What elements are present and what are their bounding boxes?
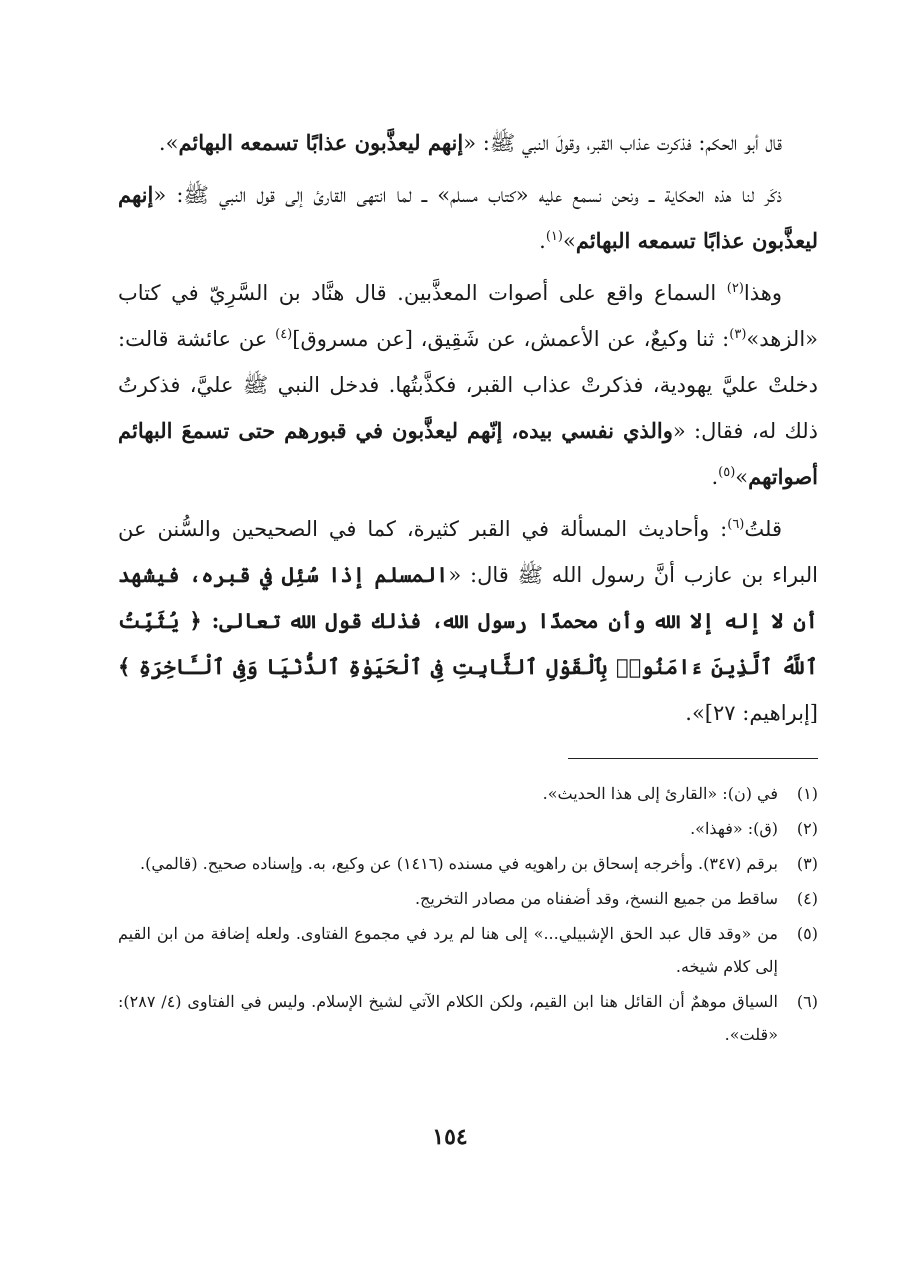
footnote-text: السياق موهمٌ أن القائل هنا ابن القيم، ولكن الكلام الآتي لشيخ الإسلام. وليس في الفتاوى (٤/ ٢٨٧): «قلت». xyxy=(118,992,779,1044)
paragraph-3-text-a: وهذا xyxy=(743,281,782,305)
paragraph-1-end: ». xyxy=(158,131,179,155)
paragraph-3-close: » xyxy=(735,465,749,489)
page-content xyxy=(118,120,818,1053)
footnote-text: من «وقد قال عبد الحق الإشبيلي...» إلى هنا لم يرد في مجموع الفتاوى. ولعله إضافة من ابن القيم إلى كلام شيخه. xyxy=(118,924,779,976)
footnote-ref-3: (٣) xyxy=(729,327,747,342)
hadith-quote-4: المسلم إذا سُئِل في قبره، فيشهد أن لا إله إلا الله وأن محمدًا رسول الله، فذلك قول الله تعالى: ﴿ يُثَبِّتُ ٱللَّهُ ٱلَّذِينَ ءَامَنُوا۟ بِٱلْقَوْلِ ٱلثَّابِتِ فِى ٱلْحَيَوٰةِ ٱلدُّنْيَا وَفِى ٱلْـَٔاخِرَةِ ﴾ xyxy=(118,562,818,679)
paragraph-3-end: . xyxy=(711,465,719,489)
footnote-ref-2: (٢) xyxy=(726,281,744,296)
footnote-5 xyxy=(118,917,818,983)
footnote-number: (٣) xyxy=(796,854,818,873)
footnote-2 xyxy=(118,812,818,845)
footnote-ref-5: (٥) xyxy=(718,465,736,480)
hadith-quote-1: إنهم ليعذَّبون عذابًا تسمعه البهائم xyxy=(178,130,464,155)
footnote-1 xyxy=(118,777,818,810)
page-number: ١٥٤ xyxy=(432,1124,468,1150)
footnote-text: في (ن): «القارئ إلى هذا الحديث». xyxy=(542,784,778,803)
footnote-3 xyxy=(118,847,818,880)
hadith-quote-3: والذي نفسي بيده، إنّهم ليعذَّبون في قبورهم حتى تسمعَ البهائم أصواتهم xyxy=(118,418,818,489)
paragraph-4-text-b: : وأحاديث المسألة في القبر كثيرة، كما في الصحيحين والسُّنن عن البراء بن عازب أنَّ رسول الله ﷺ قال: « xyxy=(118,517,818,587)
paragraph-2-text: ذكَر لنا هذه الحكاية ــ ونحن نسمع عليه «كتاب مسلم» ــ لما انتهى القارئ إلى قول النبي ﷺ: « xyxy=(153,183,782,207)
paragraph-3-text-c: : ثنا وكيعٌ، عن الأعمش، عن شَقِيق، [عن مسروق] xyxy=(292,327,730,351)
footnotes-section xyxy=(118,777,818,1051)
paragraph-3 xyxy=(118,270,818,500)
footnote-text: ساقط من جميع النسخ، وقد أضفناه من مصادر التخريج. xyxy=(414,889,778,908)
footnote-4 xyxy=(118,882,818,915)
quran-citation: [إبراهيم: ٢٧]». xyxy=(685,701,818,725)
paragraph-1 xyxy=(118,120,818,166)
hadith-quote-2: إنهم ليعذَّبون عذابًا تسمعه البهائم xyxy=(118,182,818,253)
paragraph-3-text-d: عن عائشة قالت: دخلتْ عليَّ يهودية، فذكرتْ عذاب القبر، فكذَّبتُها. فدخل النبي ﷺ عليَّ، فذكرتُ ذلك له، فقال: « xyxy=(118,327,819,443)
footnote-ref-6: (٦) xyxy=(727,517,745,532)
paragraph-2-close: » xyxy=(562,229,576,253)
paragraph-4-text-a: قلتُ xyxy=(744,517,782,541)
footnote-ref-1: (١) xyxy=(545,229,563,244)
footnote-number: (٥) xyxy=(796,924,818,943)
paragraph-3-text-b: السماع واقع على أصوات المعذَّبين. قال هنَّاد بن السَّرِيّ في كتاب «الزهد» xyxy=(118,281,819,351)
footnote-divider xyxy=(568,758,818,759)
footnote-number: (٦) xyxy=(796,992,818,1011)
footnote-number: (٢) xyxy=(796,819,818,838)
footnote-6 xyxy=(118,985,818,1051)
footnote-number: (١) xyxy=(796,784,818,803)
paragraph-2 xyxy=(118,172,818,264)
paragraph-1-text: قال أبو الحكم: فذكرت عذاب القبر، وقولَ النبي ﷺ: « xyxy=(463,131,782,155)
footnote-number: (٤) xyxy=(796,889,818,908)
paragraph-4 xyxy=(118,506,818,736)
footnote-text: (ق): «فهذا». xyxy=(690,819,778,838)
footnote-text: برقم (٣٤٧). وأخرجه إسحاق بن راهويه في مسنده (١٤١٦) عن وكيع، به. وإسناده صحيح. (قالمي). xyxy=(140,854,778,873)
paragraph-2-end: . xyxy=(539,229,546,253)
footnote-ref-4: (٤) xyxy=(275,327,293,342)
